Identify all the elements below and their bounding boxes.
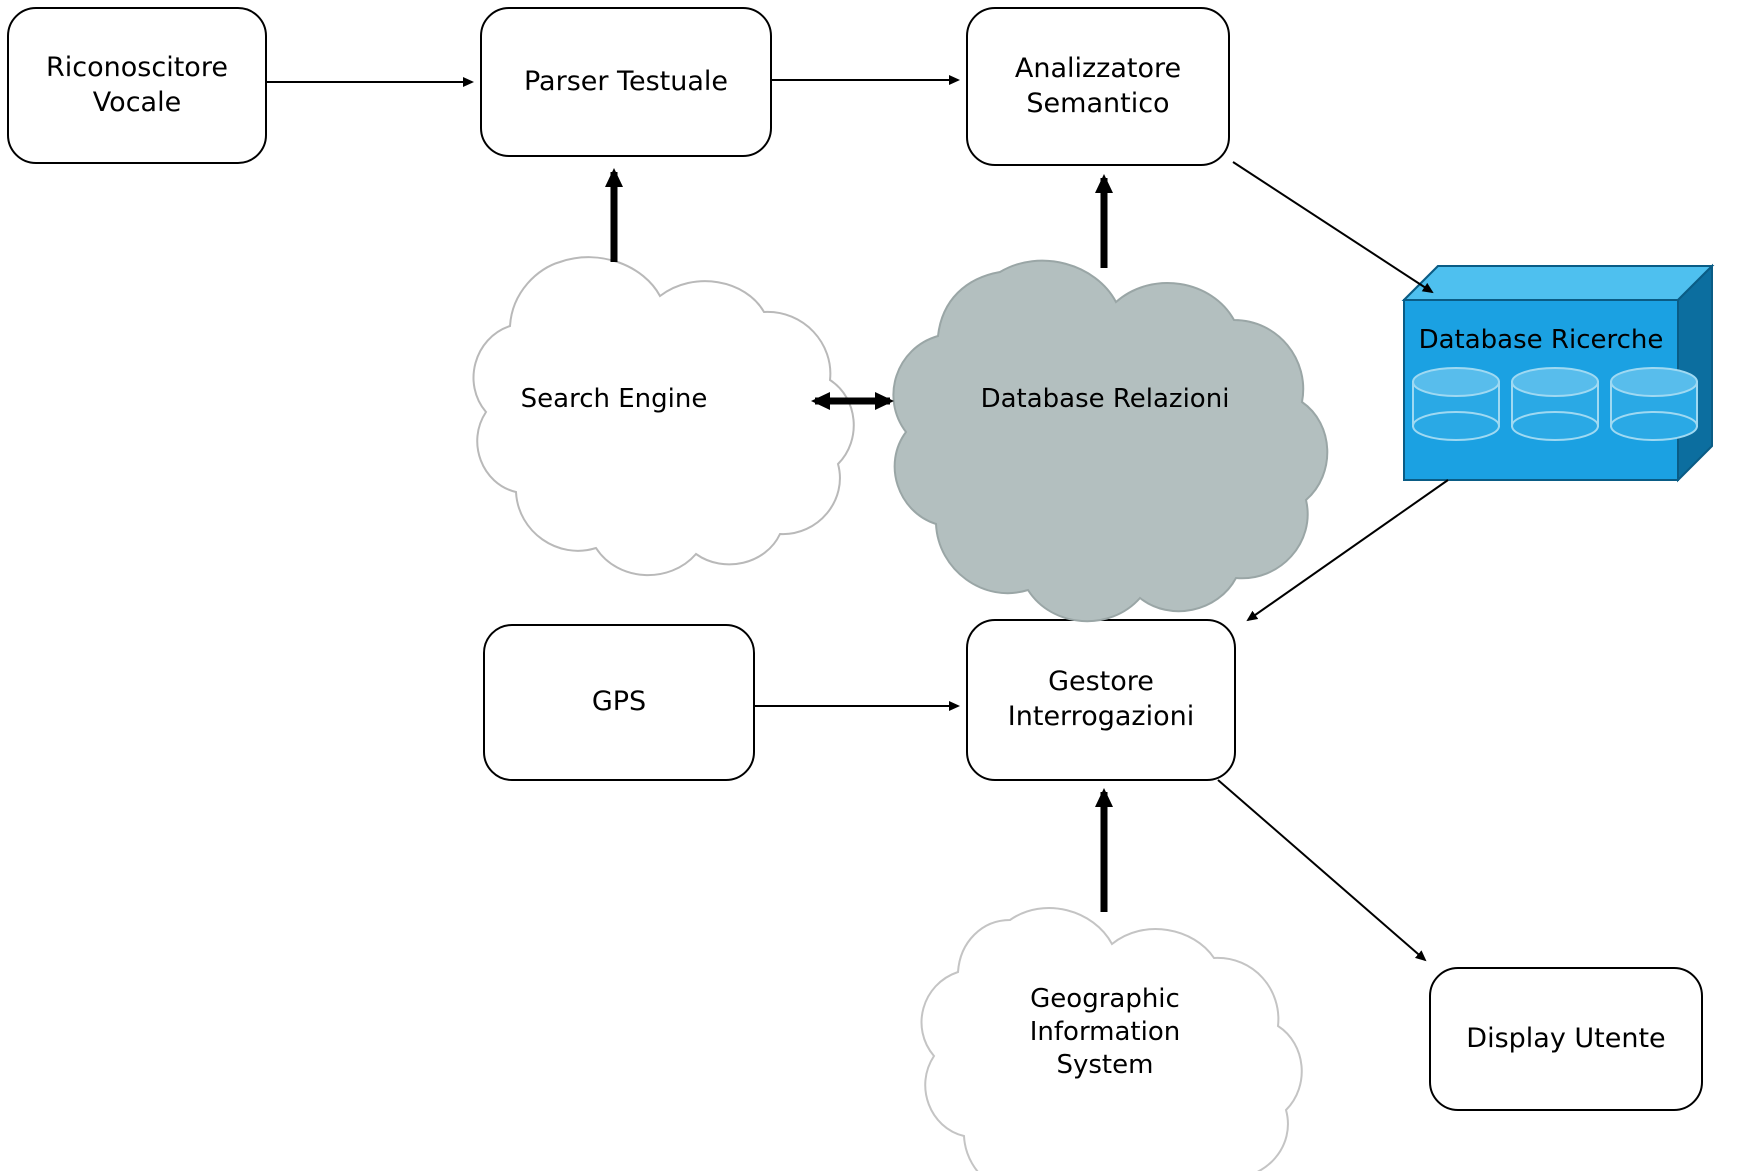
- node-parser-testuale[interactable]: [481, 8, 771, 156]
- node-riconoscitore-vocale[interactable]: [8, 8, 266, 163]
- node-display-utente[interactable]: [1430, 968, 1702, 1110]
- node-label-database-relazioni: Database Relazioni: [980, 384, 1230, 415]
- edge-analizzatore-to-database-ricerche: [1233, 162, 1432, 292]
- node-label-parser-testuale: Parser Testuale: [523, 65, 729, 97]
- node-label-geographic-information-system: Geographic Information System: [1029, 983, 1181, 1081]
- node-database-ricerche[interactable]: [1404, 266, 1712, 480]
- node-analizzatore-semantico[interactable]: [967, 8, 1229, 165]
- node-gps[interactable]: [484, 625, 754, 780]
- node-geographic-information-system[interactable]: [922, 908, 1302, 1171]
- database-cylinders: [1413, 368, 1697, 440]
- node-label-display-utente: Display Utente: [1466, 1022, 1666, 1054]
- node-label-gps: GPS: [591, 686, 647, 718]
- node-label-database-ricerche: Database Ricerche: [1418, 325, 1664, 356]
- node-label-gestore-interrogazioni: Gestore Interrogazioni: [1007, 666, 1195, 732]
- node-gestore-interrogazioni[interactable]: [967, 620, 1235, 780]
- node-label-analizzatore-semantico: Analizzatore Semantico: [1014, 52, 1182, 119]
- node-label-riconoscitore-vocale: Riconoscitore Vocale: [46, 51, 228, 118]
- edge-gestore-to-display: [1218, 780, 1425, 960]
- node-database-relazioni[interactable]: [893, 261, 1327, 622]
- node-search-engine[interactable]: [474, 257, 854, 575]
- node-label-search-engine: Search Engine: [520, 384, 708, 415]
